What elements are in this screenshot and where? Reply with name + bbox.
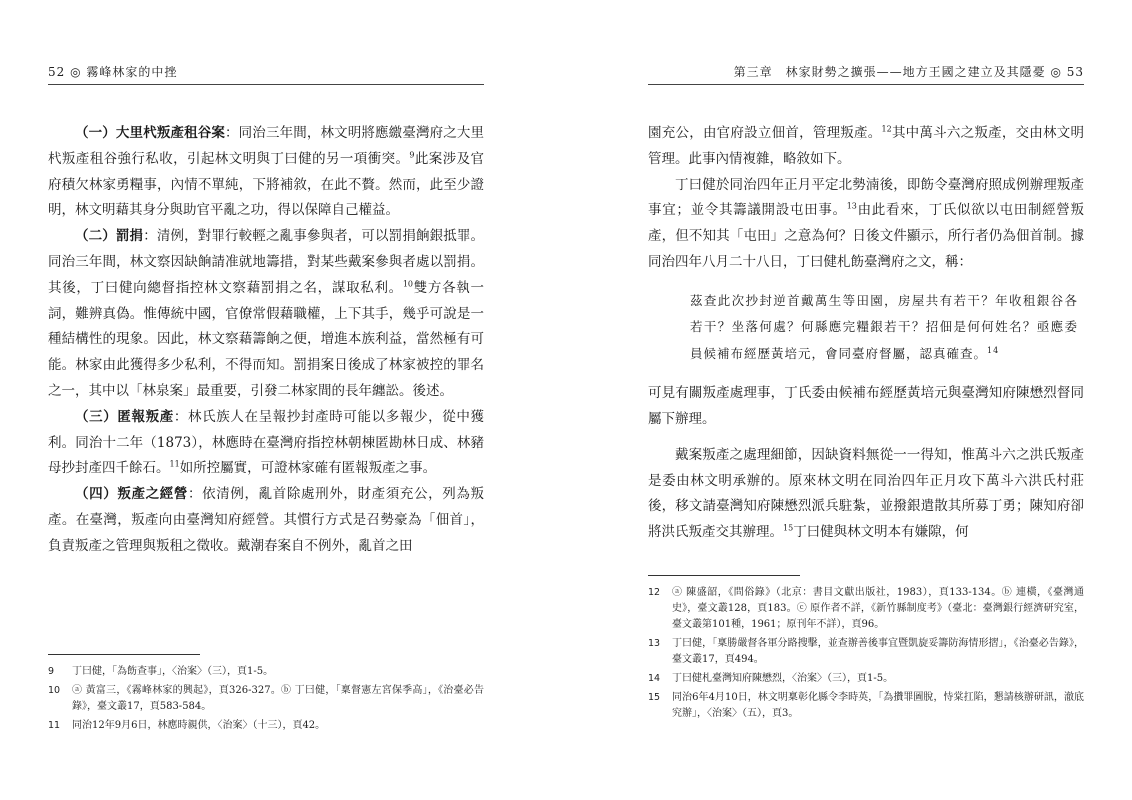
right-body-text [648, 121, 1084, 546]
paragraph [648, 121, 1084, 173]
right-header-rule [648, 84, 1084, 85]
footnote-ref[interactable]: 9 [409, 150, 415, 160]
footnote-number: 13 [648, 638, 661, 649]
left-page [48, 0, 484, 800]
footnote-ref[interactable]: 14 [987, 345, 1000, 355]
paragraph [48, 405, 484, 482]
paragraph-text: ：清例，對罪行較輕之亂事參與者，可以罰捐餉銀抵罪。同治三年間，林文察因缺餉請准就地籌措，對某些戴案參與者處以罰捐。其後，丁曰健向總督指控林文察藉罰捐之名，謀取私利。 [48, 228, 485, 296]
paragraph-text: 可見有關叛產處理事，丁氏委由候補布經歷黃培元與臺灣知府陳懋烈督同屬下辦理。 [648, 385, 1084, 428]
paragraph [48, 224, 484, 405]
paragraph [48, 482, 484, 559]
paragraph-text: ：同治三年間，林文明將應繳臺灣府之大里杙叛產租谷強行私收，引起林文明與丁曰健的另一項衝突。 [48, 125, 485, 167]
right-footnotes [648, 585, 1084, 725]
block-quote [648, 288, 1084, 368]
footnote-text: 丁曰健，「稟勝嚴督各軍分路搜擊，並查辦善後事宜暨凱旋妥籌防海情形摺」，《治臺必告錄》，臺文叢17，頁494。 [672, 638, 1084, 665]
left-running-head: 52 ◎ 霧峰林家的中挫 [48, 65, 178, 79]
right-running-head: 第三章 林家財勢之擴張——地方王國之建立及其隱憂 ◎ 53 [733, 65, 1084, 79]
paragraph-text: 戴案叛產之處理細節，因缺資料無從一一得知，惟萬斗六之洪氏叛產是委由林文明承辦的。原來林文明在同治四年正月攻下萬斗六洪氏村莊後，移文請臺灣知府陳懋烈派兵駐紮，並撥銀遣散其所募丁勇；陳知府卻將洪氏叛產交其辦理。 [648, 446, 1084, 541]
section-heading: （一）大里杙叛產租谷案 [75, 125, 226, 141]
paragraph-text: 丁曰健與林文明本有嫌隙，何 [793, 524, 969, 541]
paragraph-text: 園充公，由官府設立佃首，管理叛產。 [648, 125, 882, 141]
footnote-text: ⓐ 陳盛韶，《問俗錄》（北京：書目文獻出版社，1983），頁133-134。ⓑ 連橫，《臺灣通史》，臺文叢128，頁183。ⓒ 原作者不詳，《新竹縣制度考》（臺北：臺灣銀行經濟研究室，臺文叢第101種，1961；原刊年不詳），頁96。 [672, 587, 1084, 630]
right-footnote-rule [648, 575, 800, 576]
paragraph-text: 由此看來，丁氏似欲以屯田制經營叛產，但不知其「屯田」之意為何？日後文件顯示，所行者仍為佃首制。據同治四年八月二十八日，丁曰健札飭臺灣府之文，稱： [648, 202, 1085, 270]
right-page [648, 0, 1084, 800]
left-header-rule [48, 84, 484, 85]
footnote-ref[interactable]: 15 [783, 523, 794, 533]
footnote-number: 9 [48, 666, 55, 677]
paragraph [648, 173, 1084, 276]
section-heading: （二）罰捐 [75, 228, 144, 245]
footnote-item [648, 690, 1084, 722]
footnote-text: 丁曰健，「為飭查事」，〈治案〉（三），頁1-5。 [72, 666, 274, 677]
paragraph-text: 此案涉及官府積欠林家勇糧事，內情不單純，下將補敘，在此不贅。然而，此至少證明，林文明藉其身分與助官平亂之功，得以保障自己權益。 [48, 150, 485, 219]
paragraph-text: ：林氏族人在呈報抄封產時可能以多報少，從中獲利。同治十二年（1873），林應時在臺灣府指控林朝棟匿勘林日成、林豬母抄封產四千餘石。 [48, 408, 484, 477]
footnote-number: 12 [648, 587, 661, 598]
footnote-text: 同治6年4月10日，林文明稟彰化縣令李時英，「為攢罪圖脫，恃棠扛陷，懇請核辦研訊，澈底究辦」，〈治案〉（五），頁3。 [672, 692, 1084, 719]
paragraph [648, 443, 1084, 546]
section-heading: （四）叛產之經營 [75, 486, 188, 503]
footnote-item [648, 636, 1084, 668]
paragraph-text: 丁曰健於同治四年正月平定北勢湳後，即飭令臺灣府照成例辦理叛產事宜；並令其籌議開設屯田事。 [648, 176, 1084, 219]
footnote-text: ⓐ 黃富三，《霧峰林家的興起》，頁326-327。ⓑ 丁曰健，「稟督憲左宮保季高」，《治臺必告錄》，臺文叢17，頁583-584。 [72, 685, 484, 712]
footnote-ref[interactable]: 13 [846, 201, 857, 211]
footnote-ref[interactable]: 12 [881, 124, 892, 134]
footnote-item [48, 664, 484, 680]
paragraph-text: 其中萬斗六之叛產，交由林文明管理。此事內情複雜，略敘如下。 [648, 125, 1085, 167]
left-body-text [48, 121, 484, 560]
footnote-item [48, 683, 484, 715]
left-footnotes [48, 664, 484, 737]
section-heading: （三）匿報叛產 [75, 408, 174, 425]
footnote-ref[interactable]: 10 [402, 279, 414, 289]
footnote-item [48, 718, 484, 734]
footnote-text: 丁曰健札臺灣知府陳懋烈，〈治案〉（三），頁1-5。 [672, 673, 894, 684]
paragraph [48, 121, 484, 224]
footnote-item [648, 671, 1084, 687]
footnote-item [648, 585, 1084, 633]
footnote-ref[interactable]: 11 [169, 459, 180, 469]
left-footnote-rule [48, 654, 200, 655]
paragraph [648, 381, 1084, 433]
paragraph-text: 雙方各執一詞，難辨真偽。惟傳統中國，官僚常假藉職權，上下其手，幾乎可說是一種結構性的現象。因此，林文察藉籌餉之便，增進本族利益，當然極有可能。林家由此獲得多少私利，不得而知。罰捐案日後成了林家被控的罪名之一，其中以「林泉案」最重要，引發二林家間的長年纏訟。後述。 [48, 279, 485, 399]
paragraph-text: 如所控屬實，可證林家確有匿報叛產之事。 [179, 460, 437, 477]
footnote-text: 同治12年9月6日，林應時親供，〈治案〉（十三），頁42。 [72, 720, 326, 731]
footnote-number: 10 [48, 685, 61, 696]
footnote-number: 11 [48, 720, 61, 731]
footnote-number: 14 [648, 673, 661, 684]
quote-text: 茲查此次抄封逆首戴萬生等田園，房屋共有若干？年收租銀谷各若干？坐落何處？何縣應完糧銀若干？招佃是何何姓名？亟應委員候補布經歷黃培元，會同臺府督屬，認真確查。 [690, 292, 1078, 361]
paragraph-text: ：依清例，亂首除處刑外，財產須充公，列為叛產。在臺灣，叛產向由臺灣知府經營。其慣行方式是召勢豪為「佃首」，負責叛產之管理與叛租之徵收。戴潮春案自不例外，亂首之田 [48, 486, 484, 554]
footnote-number: 15 [648, 692, 661, 703]
